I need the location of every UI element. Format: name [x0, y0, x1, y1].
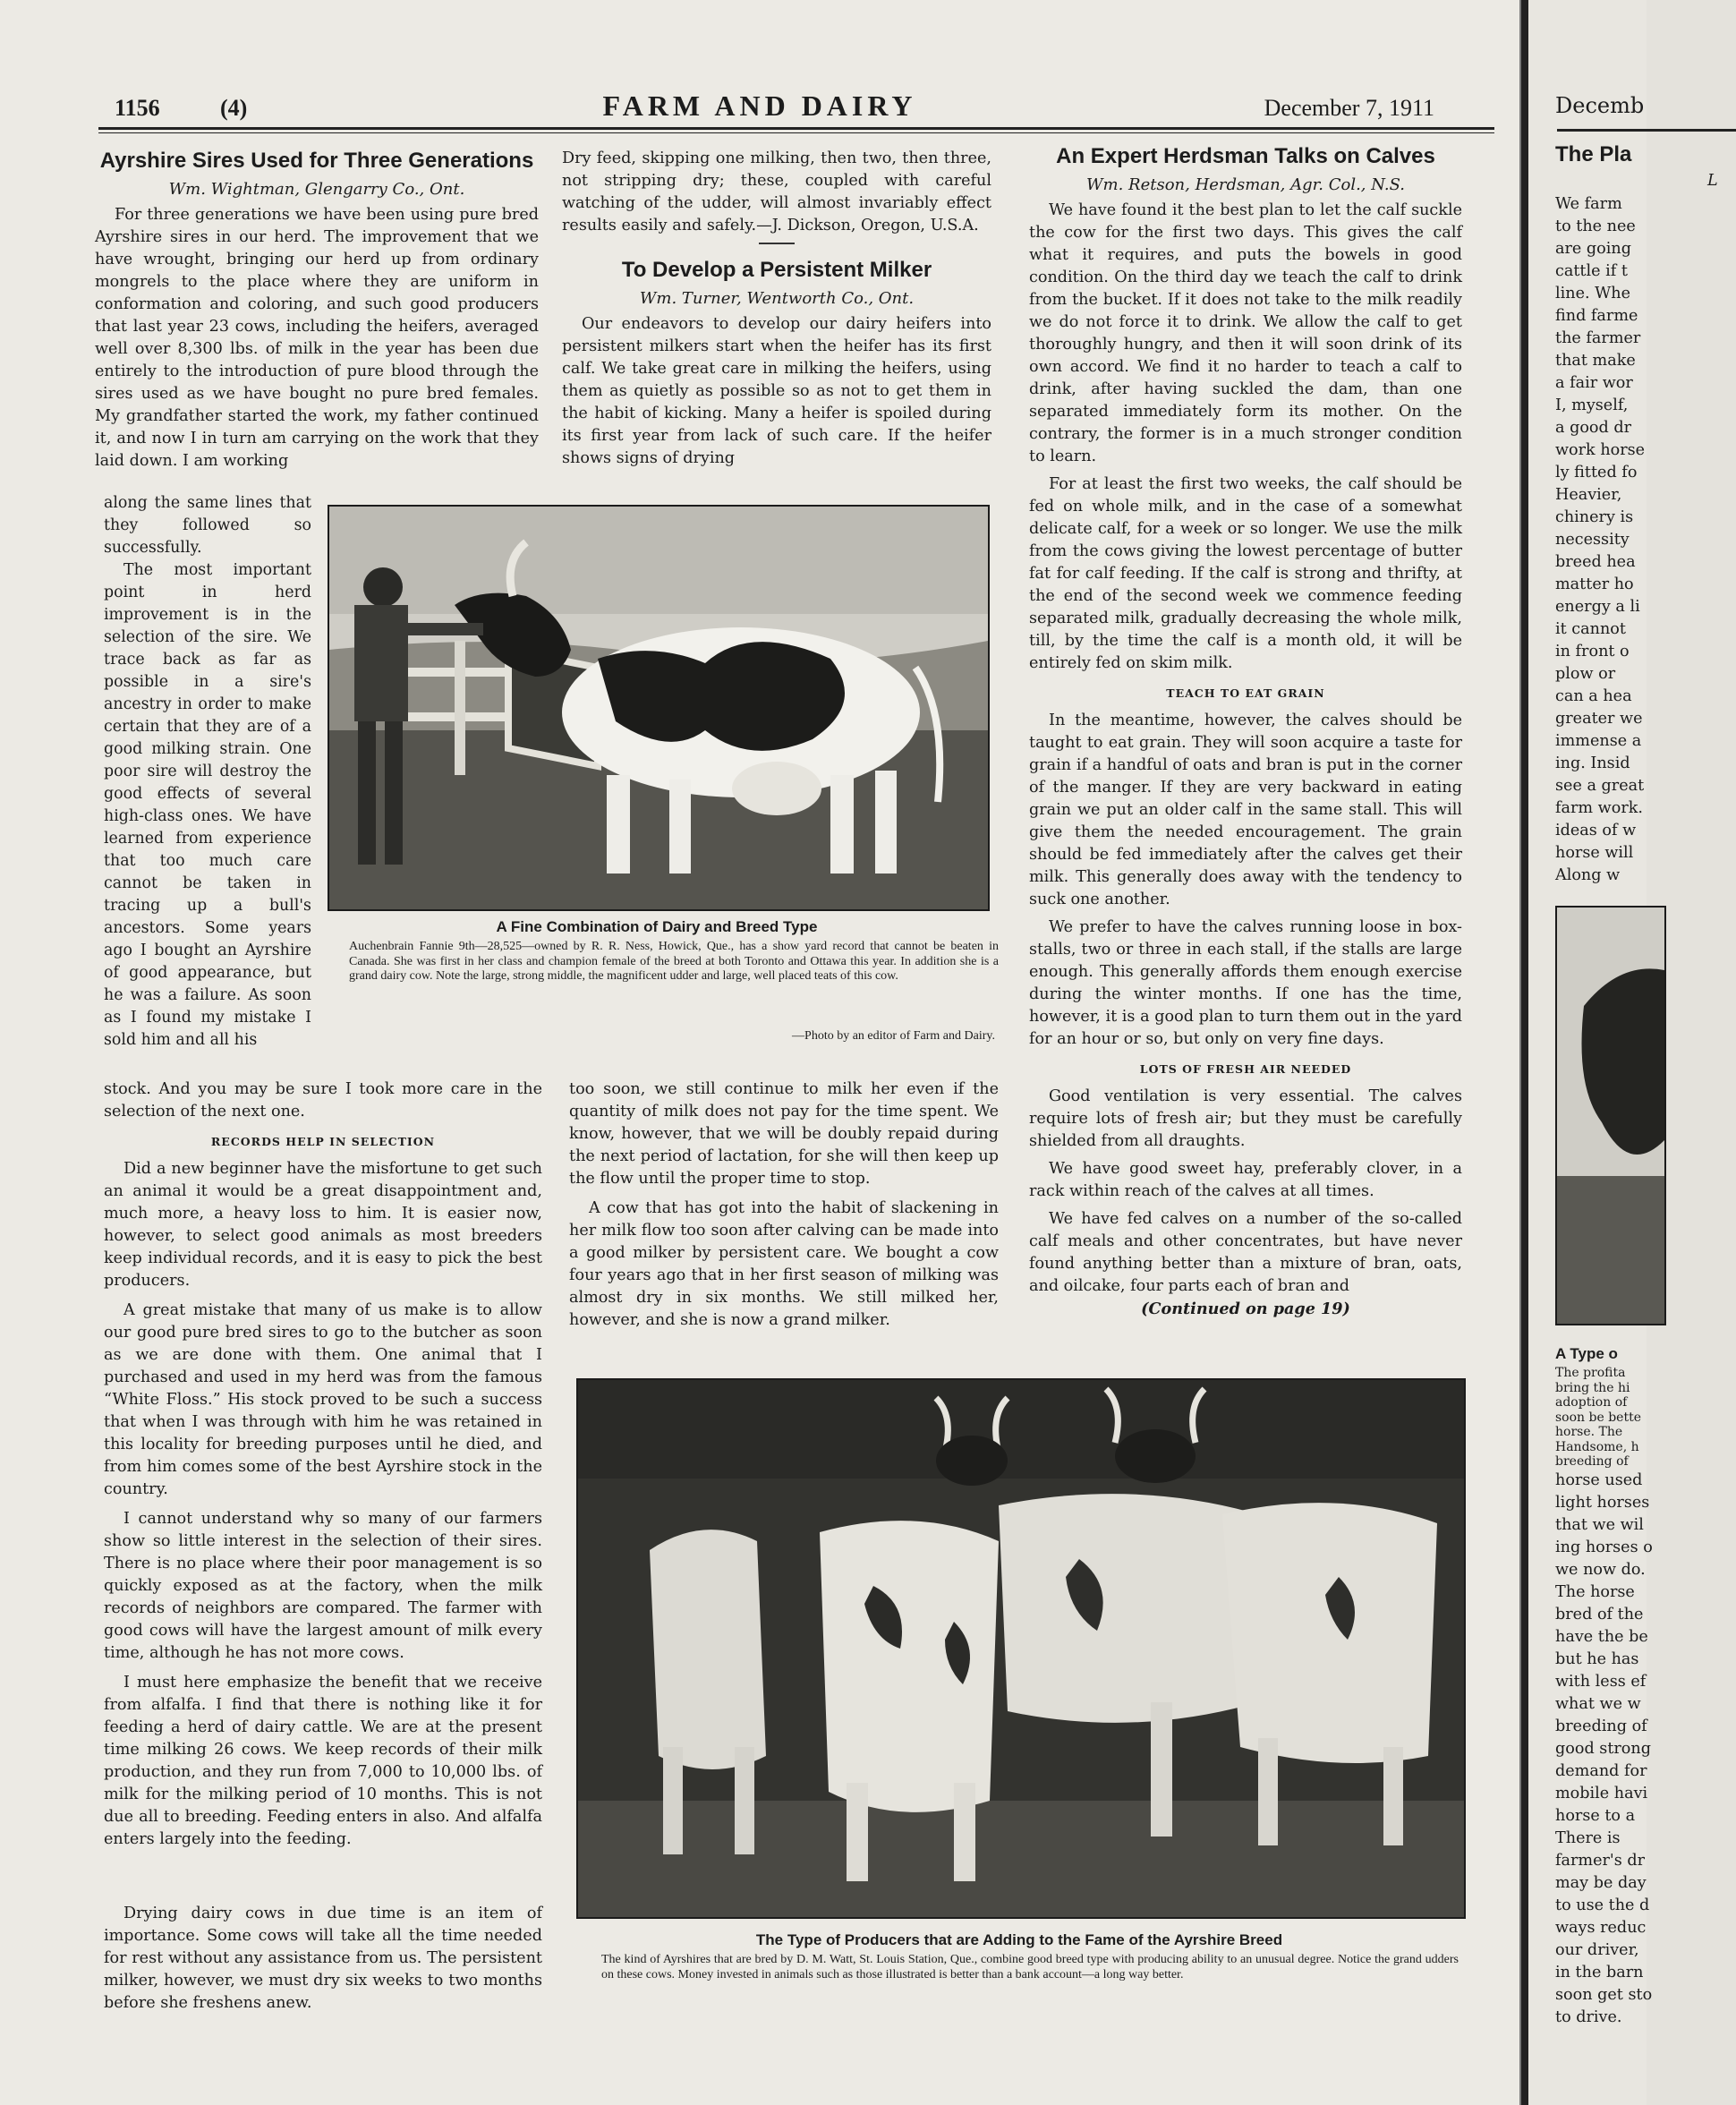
adjacent-text-line: There is	[1555, 1829, 1621, 1847]
adjacent-text-line: are going	[1555, 240, 1631, 258]
photo-1-credit: —Photo by an editor of Farm and Dairy.	[792, 1029, 995, 1043]
photo-2-title: The Type of Producers that are Adding to the Fame of the Ayrshire Breed	[755, 1931, 1283, 1948]
adjacent-text-line: necessity	[1555, 531, 1630, 549]
horse-photo-illustration	[1557, 908, 1664, 1324]
herdsman-byline: Wm. Retson, Herdsman, Agr. Col., N.S.	[1086, 175, 1405, 194]
adjacent-text-bottom	[1555, 1470, 1653, 2029]
adjacent-text-line: our driver,	[1555, 1941, 1639, 1959]
adjacent-text-line: a fair wor	[1555, 374, 1633, 392]
adjacent-text-line: but he has	[1555, 1650, 1639, 1668]
adjacent-text-line: horse to a	[1555, 1807, 1636, 1825]
continued-note: (Continued on page 19)	[1141, 1300, 1350, 1318]
photo-ayrshire-cow-with-boy	[328, 505, 990, 911]
column-2-top	[562, 148, 991, 470]
herdsman-paragraph-6: We have good sweet hay, preferably clover, in a rack within reach of the calves at all times.	[1029, 1160, 1462, 1200]
ayrshire-paragraph-2-cont: stock. And you may be sure I took more care in the selection of the next one.	[104, 1080, 542, 1121]
adjacent-text-line: to use the d	[1555, 1896, 1650, 1914]
adjacent-text-line: a good dr	[1555, 419, 1632, 437]
adjacent-text-line: ly fitted fo	[1555, 464, 1638, 482]
herdsman-article	[1029, 143, 1462, 1320]
persistent-article-bottom	[569, 1078, 999, 1332]
header-rule	[98, 127, 1494, 130]
herdsman-paragraph-7: We have fed calves on a number of the so-called calf meals and other concentrates, but have never found anything better than a mixture of bran, oats, and oilcake, four parts each of bran and	[1029, 1210, 1462, 1295]
photo-1-title: A Fine Combination of Dairy and Breed Type	[496, 918, 818, 935]
adjacent-text-line: Heavier,	[1555, 486, 1622, 504]
masthead: FARM AND DAIRY	[602, 89, 917, 122]
adjacent-text-line: demand for	[1555, 1762, 1647, 1780]
adjacent-text-line: horse will	[1555, 844, 1634, 862]
adjacent-text-line: Along w	[1555, 866, 1621, 884]
adjacent-text-line: I, myself,	[1555, 396, 1629, 414]
herdsman-paragraph-5: Good ventilation is very essential. The calves require lots of fresh air; but they must be carefully shielded from all draughts.	[1029, 1087, 1462, 1150]
adjacent-text-line: with less ef	[1555, 1673, 1647, 1691]
adjacent-text-line: bred of the	[1555, 1606, 1644, 1623]
adjacent-text-line: adoption of	[1555, 1395, 1628, 1410]
adjacent-text-line: that we wil	[1555, 1516, 1644, 1534]
herdsman-headline: An Expert Herdsman Talks on Calves	[1056, 144, 1435, 168]
adjacent-text-line: plow or	[1555, 665, 1616, 683]
herdsman-paragraph-1: We have found it the best plan to let the calf suckle the cow for the first two days. This gives the calf what it requires, and puts the bowels in good condition. On the third day we teach the calf to drink from the bucket. If it does not take to the milk readily we do not force it to drink. We allow the calf to get thoroughly hungry, and then it will soon drink of its own accord. We find it no harder to teach a calf to drink, after having suckled the dam, than one separated immediately form its mother. On the contrary, the former is in a much stronger condition to learn.	[1029, 201, 1462, 465]
adjacent-caption-title: A Type o	[1555, 1345, 1618, 1362]
adjacent-text-line: ways reduc	[1555, 1919, 1647, 1937]
ayrshire-byline: Wm. Wightman, Glengarry Co., Ont.	[168, 180, 465, 199]
adjacent-text-line: that make	[1555, 352, 1636, 370]
persistent-byline: Wm. Turner, Wentworth Co., Ont.	[639, 289, 915, 308]
drying-article	[104, 1903, 542, 2015]
adjacent-text-line: to drive.	[1555, 2008, 1622, 2026]
page-number: 1156	[115, 95, 160, 121]
adjacent-text-line: to the nee	[1555, 217, 1636, 235]
adjacent-text-line: ing. Insid	[1555, 754, 1630, 772]
adjacent-text-line: cattle if t	[1555, 262, 1628, 280]
ayrshire-article-narrow	[104, 492, 311, 1052]
ayrshire-article-top	[95, 148, 539, 473]
herdsman-paragraph-3: In the meantime, however, the calves should be taught to eat grain. They will soon acquire a taste for grain if a handful of oats and bran is put in the corner of the manger. If they are very backward in eating grain we put an older calf in the same stall. This will give them the needed encouragement. The grain should be fed immediately after the calves get their milk. This generally does away with the tendency to suck one another.	[1029, 712, 1462, 908]
adjacent-text-line: it cannot	[1555, 620, 1626, 638]
ayrshire-paragraph-2: The most important point in herd improvement is in the selection of the sire. We trace back as far as possible in a sire's ancestry in order to make certain that they are of a good milking strain. One poor sire will destroy the good effects of several high-class ones. We have learned from experience that too much care cannot be taken in tracing up a bull's ancestors. Some years ago I bought an Ayrshire of good appearance, but he was a failure. As soon as I found my mistake I sold him and all his	[104, 561, 311, 1049]
ayrshire-paragraph-1-cont: along the same lines that they followed so successfully.	[104, 494, 311, 557]
drying-paragraph-2: Dry feed, skipping one milking, then two, then three, not stripping dry; these, coupled with careful watching of the udder, will almost invariably effect results easily and safely.—J. Dickson, Oregon, U.S.A.	[562, 149, 991, 234]
adjacent-text-line: farmer's dr	[1555, 1852, 1646, 1870]
persistent-headline: To Develop a Persistent Milker	[621, 258, 932, 282]
adjacent-text-line: in the barn	[1555, 1964, 1644, 1981]
drying-paragraph-1: Drying dairy cows in due time is an item of importance. Some cows will take all the time needed for rest without any assistance from us. The persistent milker, however, we must dry six weeks to two months before she freshens anew.	[104, 1905, 542, 2012]
adjacent-text-line: breeding of	[1555, 1717, 1647, 1735]
photo-2-caption: The kind of Ayrshires that are bred by D. M. Watt, St. Louis Station, Que., combine good breed type with producing ability to an unusual degree. Notice the grand udders on these cows. Money invested in animals such as those illustrated is better than a bank account—a long way better.	[601, 1953, 1459, 1981]
adjacent-text-line: greater we	[1555, 710, 1643, 728]
persistent-paragraph-1: Our endeavors to develop our dairy heifers into persistent milkers start when the heifer has its first calf. We take great care in milking the heifers, using them as quietly as possible so as not to get them in the habit of kicking. Many a heifer is spoiled during its first year from lack of such care. If the heifer shows signs of drying	[562, 315, 991, 467]
adjacent-text-line: The profita	[1555, 1366, 1626, 1380]
adjacent-text-line: the farmer	[1555, 329, 1641, 347]
adjacent-text-line: breed hea	[1555, 553, 1636, 571]
persistent-paragraph-1-cont: too soon, we still continue to milk her even if the quantity of milk does not pay for the time spent. We know, however, that we will be doubly repaid during the next period of lactation, for she will then keep up the flow until the proper time to stop.	[569, 1080, 999, 1188]
adjacent-text-line: breeding of	[1555, 1454, 1629, 1469]
cow-photo-illustration	[329, 507, 988, 909]
ayrshire-paragraph-4: A great mistake that many of us make is to allow our good pure bred sires to go to the butcher as soon as we are done with them. One animal that I purchased and used in my herd was from the famous “White Floss.” His stock proved to be such a success that when I was through with him he was retained in this locality for breeding purposes until he died, and from him comes some of the best Ayrshire stock in the country.	[104, 1301, 542, 1498]
adjacent-text-line: The horse	[1555, 1583, 1635, 1601]
adjacent-text-line: we now do.	[1555, 1561, 1646, 1579]
adjacent-horse-photo	[1555, 906, 1666, 1325]
adjacent-caption-lines	[1555, 1366, 1641, 1470]
adjacent-text-line: work horse	[1555, 441, 1646, 459]
adjacent-text-line: soon be bette	[1555, 1410, 1641, 1425]
adjacent-text-line: mobile havi	[1555, 1785, 1648, 1802]
adjacent-text-line: bring the hi	[1555, 1380, 1630, 1395]
adjacent-text-line: energy a li	[1555, 598, 1640, 616]
ayrshire-paragraph-6: I must here emphasize the benefit that we receive from alfalfa. I find that there is nothing like it for feeding a herd of dairy cattle. We are at the present time milking 26 cows. We keep records of their milk production, and they run from 7,000 to 10,000 lbs. of milk for the milking period of 10 months. This is not due all to breeding. Feeding enters in also. And alfalfa enters largely into the feeding.	[104, 1674, 542, 1848]
ayrshire-paragraph-3: Did a new beginner have the misfortune to get such an animal it would be a great disappointment and, much more, a heavy loss to him. It is easier now, however, to select good animals as most breeders keep individual records, and it is easy to pick the best producers.	[104, 1160, 542, 1290]
adjacent-text-line: may be day	[1555, 1874, 1647, 1892]
adjacent-text-line: ing horses o	[1555, 1538, 1653, 1556]
section-number: (4)	[220, 95, 248, 121]
photo-1-caption: Auchenbrain Fannie 9th—28,525—owned by R. R. Ness, Howick, Que., has a show yard record that cannot be beaten in Canada. She was first in her class and champion female of the breed at both Toronto and Ottawa this year. In addition she is a grand dairy cow. Note the large, strong middle, the magnificent udder and large, well placed teats of this cow.	[349, 940, 999, 983]
herdsman-paragraph-4: We prefer to have the calves running loose in box-stalls, two or three in each stall, if the stalls are large enough. This generally affords them enough exercise during the winter months. If one has the time, however, it is a good plan to turn them out in the yard for an hour or so, but only on very fine days.	[1029, 918, 1462, 1048]
issue-date: December 7, 1911	[1264, 95, 1434, 121]
adjacent-text-line: find farme	[1555, 307, 1638, 325]
herdsman-paragraph-2: For at least the first two weeks, the calf should be fed on whole milk, and in the case of a somewhat delicate calf, for a week or so longer. We use the milk from the cows giving the lowest percentage of butter fat for calf feeding. If the calf is strong and thrifty, at the end of the second week we commence feeding separated milk, gradually decreasing the whole milk, till, by the time the calf is a month old, it will be entirely fed on skim milk.	[1029, 475, 1462, 672]
adjacent-text-line: see a great	[1555, 777, 1645, 795]
photo-ayrshire-herd	[576, 1378, 1466, 1919]
adjacent-text-line: what we w	[1555, 1695, 1641, 1713]
records-subhead: RECORDS HELP IN SELECTION	[210, 1135, 436, 1148]
adjacent-text-line: ideas of w	[1555, 822, 1637, 839]
ayrshire-paragraph-1: For three generations we have been using pure bred Ayrshire sires in our herd. The improvement that we have wrought, bringing our herd up from ordinary mongrels to the place where they are uniform in conformation and coloring, and such good producers that last year 23 cows, including the heifers, averaged well over 8,300 lbs. of milk in the year has been due entirely to the introduction of pure blood through the sires used as we have bought no pure bred females. My grandfather started the work, my father continued it, and now I in turn am carrying on the work that they laid down. I am working	[95, 206, 539, 470]
adjacent-text-line: immense a	[1555, 732, 1642, 750]
adjacent-text-line: in front o	[1555, 643, 1630, 660]
page-gutter	[1521, 0, 1528, 2105]
fresh-air-subhead: LOTS OF FRESH AIR NEEDED	[1139, 1062, 1352, 1076]
adjacent-headline: The Pla	[1555, 142, 1632, 166]
adjacent-text-line: horse used	[1555, 1471, 1643, 1489]
adjacent-byline: L	[1707, 172, 1718, 190]
article-separator	[759, 243, 795, 244]
adjacent-text-line: can a hea	[1555, 687, 1632, 705]
ayrshire-article-bottom	[104, 1078, 542, 1851]
adjacent-page-date: Decemb	[1555, 93, 1645, 118]
adjacent-text-line: chinery is	[1555, 508, 1634, 526]
adjacent-text-line: line. Whe	[1555, 285, 1631, 303]
adjacent-text-top	[1555, 193, 1645, 887]
adjacent-text-line: horse. The	[1555, 1425, 1623, 1439]
adjacent-text-line: matter ho	[1555, 575, 1634, 593]
header-rule-thin	[98, 132, 1494, 133]
adjacent-text-line: Handsome, h	[1555, 1439, 1639, 1454]
adjacent-text-line: We farm	[1555, 195, 1622, 213]
adjacent-text-line: soon get sto	[1555, 1986, 1653, 2004]
adjacent-text-line: have the be	[1555, 1628, 1648, 1646]
persistent-paragraph-2: A cow that has got into the habit of slackening in her milk flow too soon after calving can be made into a good milker by persistent care. We bought a cow four years ago that in her first season of milking was almost dry in six months. We still milked her, however, and she is now a grand milker.	[569, 1199, 999, 1329]
herd-photo-illustration	[578, 1380, 1464, 1917]
teach-grain-subhead: TEACH TO EAT GRAIN	[1166, 686, 1325, 700]
ayrshire-paragraph-5: I cannot understand why so many of our farmers show so little interest in the selection of their sires. There is no place where their poor management is so quickly exposed as at the factory, when the milk records of neighbors are compared. The farmer with good cows will have the largest amount of milk every time, although he has not more cows.	[104, 1510, 542, 1662]
adjacent-text-line: light horses	[1555, 1494, 1650, 1512]
adjacent-page-fragment	[1528, 0, 1718, 2105]
adjacent-text-line: farm work.	[1555, 799, 1644, 817]
ayrshire-headline: Ayrshire Sires Used for Three Generations	[99, 149, 534, 173]
adjacent-text-line: good strong	[1555, 1740, 1651, 1758]
adjacent-header-rule	[1557, 129, 1736, 132]
